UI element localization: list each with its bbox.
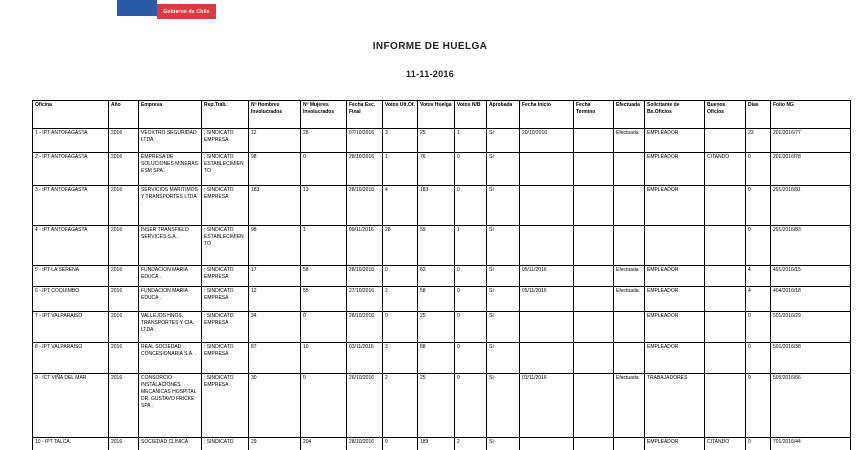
table-cell: 2 — [383, 287, 418, 312]
table-cell: SI — [487, 374, 520, 438]
strike-table — [32, 100, 851, 450]
table-cell: 28/10/2016 — [347, 186, 383, 226]
table-cell: 2016 — [109, 153, 139, 186]
table-row — [33, 186, 851, 226]
table-cell — [574, 226, 614, 266]
table-cell: SI — [487, 287, 520, 312]
table-cell — [614, 438, 645, 450]
table-cell: TRABAJADORES — [645, 374, 705, 438]
table-row — [33, 343, 851, 374]
table-cell: 34 — [249, 312, 301, 343]
table-cell: 4 - IPT ANTOFAGASTA — [33, 226, 109, 266]
table-cell: 25 — [418, 312, 455, 343]
table-cell: 0 — [746, 153, 771, 186]
table-cell: 3 — [383, 129, 418, 153]
table-cell: 0 — [455, 287, 487, 312]
table-cell — [614, 153, 645, 186]
table-cell: 9 — [746, 374, 771, 438]
table-cell: 28/10/2016 — [347, 266, 383, 287]
table-cell: 9 - ICT VIÑA DEL MAR — [33, 374, 109, 438]
column-header: Empresa — [139, 101, 202, 129]
table-cell: SERVICIOS MARITIMOS Y TRANSPORTES LTDA . — [139, 186, 202, 226]
table-cell: 0 — [301, 153, 347, 186]
table-cell: 05/11/2016 — [520, 287, 574, 312]
table-cell — [574, 266, 614, 287]
table-cell: 0 — [746, 226, 771, 266]
table-cell: FUNDACION MARIA EDUCA . — [139, 287, 202, 312]
table-cell: VALLEJOS HNOS. TRANSPORTES Y CIA. LTDA . — [139, 312, 202, 343]
table-row — [33, 129, 851, 153]
strike-table-body — [33, 129, 851, 450]
table-cell: 12 — [249, 287, 301, 312]
table-cell: 2016 — [109, 438, 139, 450]
table-cell: 0 — [455, 312, 487, 343]
table-cell: ; SINDICATO EMPRESA — [202, 312, 249, 343]
table-cell: EMPLEADOR — [645, 129, 705, 153]
table-row — [33, 374, 851, 438]
table-cell: CITANDO — [705, 438, 746, 450]
column-header: Nº Mujeres Involucrados — [301, 101, 347, 129]
table-cell: 98 — [249, 153, 301, 186]
table-cell: 5 - IPT LA SERENA — [33, 266, 109, 287]
table-cell: FUNDACION MARIA EDUCA . — [139, 266, 202, 287]
table-cell: 58 — [301, 266, 347, 287]
table-cell: EMPLEADOR — [645, 266, 705, 287]
column-header: Fecha Termino — [574, 101, 614, 129]
table-cell — [614, 343, 645, 374]
table-cell: 404/2016/18 — [771, 287, 851, 312]
table-cell: 2016 — [109, 266, 139, 287]
table-cell: 1 — [383, 153, 418, 186]
table-cell: 2016 — [109, 343, 139, 374]
table-cell: 0 — [301, 374, 347, 438]
page-title: INFORME DE HUELGA — [372, 41, 488, 52]
table-cell: 98 — [249, 226, 301, 266]
table-cell: EMPLEADOR — [645, 312, 705, 343]
table-cell: 88 — [418, 343, 455, 374]
table-cell: 0 — [455, 266, 487, 287]
table-cell: 7 - IPT VALPARAISO — [33, 312, 109, 343]
table-cell: 82 — [418, 266, 455, 287]
table-cell: 6 - IPT COQUIMBO — [33, 287, 109, 312]
table-cell: 401/2016/15 — [771, 266, 851, 287]
table-cell: 0 — [455, 186, 487, 226]
table-cell — [574, 153, 614, 186]
table-cell: 27/10/2016 — [347, 287, 383, 312]
table-cell: 2 — [383, 374, 418, 438]
table-cell — [574, 438, 614, 450]
table-cell: 2016 — [109, 186, 139, 226]
table-cell — [705, 287, 746, 312]
table-cell: Efectuada — [614, 266, 645, 287]
column-header: Folio NG — [771, 101, 851, 129]
table-cell: 204 — [301, 438, 347, 450]
table-cell: 183 — [249, 186, 301, 226]
table-cell: 0 — [746, 343, 771, 374]
table-cell: SI — [487, 438, 520, 450]
table-cell: ; SINDICATO EMPRESA — [202, 266, 249, 287]
table-cell: 3 - IPT ANTOFAGASTA — [33, 186, 109, 226]
table-cell: Efectuada — [614, 129, 645, 153]
table-cell: SI — [487, 129, 520, 153]
column-header: Votos Ult.Of. — [383, 101, 418, 129]
logo-text: Gobierno de Chile — [163, 8, 210, 15]
table-cell: ; SINDICATO — [202, 438, 249, 450]
table-cell — [705, 266, 746, 287]
column-header: Buenos Oficios — [705, 101, 746, 129]
table-cell — [574, 312, 614, 343]
table-cell: 8 - IPT VALPARAISO — [33, 343, 109, 374]
table-cell: EMPRESA DE SOLUCIONES MINERAS ESM SPA. — [139, 153, 202, 186]
table-cell — [520, 438, 574, 450]
table-cell: 9 — [383, 438, 418, 450]
column-header: Votos N/B — [455, 101, 487, 129]
strike-table-head — [33, 101, 851, 129]
table-cell: 0 — [746, 312, 771, 343]
table-cell: 201/2016/81 — [771, 186, 851, 226]
table-cell — [574, 374, 614, 438]
table-cell: 10 — [301, 343, 347, 374]
table-cell: 701/2016/44 — [771, 438, 851, 450]
table-cell: 0 — [455, 374, 487, 438]
table-cell: 28/10/2016 — [347, 312, 383, 343]
table-cell: ; SINDICATO ESTABLECIMIENTO — [202, 226, 249, 266]
table-cell — [574, 343, 614, 374]
table-cell: EMPLEADOR — [645, 153, 705, 186]
table-cell: ; SINDICATO EMPRESA — [202, 287, 249, 312]
table-cell — [520, 153, 574, 186]
table-cell: 4 — [383, 186, 418, 226]
column-header: Fecha Esc. Final — [347, 101, 383, 129]
table-cell: 501/2016/38 — [771, 343, 851, 374]
table-cell: 201/2016/78 — [771, 153, 851, 186]
table-cell: 28/10/2016 — [347, 438, 383, 450]
table-cell: 505/2016/66 — [771, 374, 851, 438]
table-cell: 201/2016/83 — [771, 226, 851, 266]
table-cell: 05/11/2016 — [520, 266, 574, 287]
table-cell: 10 - IPT TALCA — [33, 438, 109, 450]
table-cell: 0 — [455, 153, 487, 186]
table-cell: 1 — [455, 226, 487, 266]
table-cell: SI — [487, 343, 520, 374]
table-cell: 2016 — [109, 312, 139, 343]
table-cell: ; SINDICATO EMPRESA — [202, 343, 249, 374]
table-cell — [614, 226, 645, 266]
table-cell: 20/10/2016 — [520, 129, 574, 153]
table-cell — [705, 374, 746, 438]
table-row — [33, 312, 851, 343]
table-cell: 183 — [418, 186, 455, 226]
table-cell: SI — [487, 226, 520, 266]
table-cell — [614, 186, 645, 226]
table-cell: SI — [487, 266, 520, 287]
table-cell: 76 — [418, 153, 455, 186]
table-cell: 12 — [249, 129, 301, 153]
table-cell — [705, 129, 746, 153]
column-header: Nº Hombres Involucrados — [249, 101, 301, 129]
table-cell: ; SINDICATO EMPRESA — [202, 374, 249, 438]
table-cell: 25 — [418, 129, 455, 153]
logo-blue-block — [117, 0, 157, 16]
table-cell — [520, 343, 574, 374]
table-cell — [705, 226, 746, 266]
table-row — [33, 226, 851, 266]
table-cell: VEOXTRO SEGURIDAD LTDA. — [139, 129, 202, 153]
table-cell: 2016 — [109, 226, 139, 266]
table-row — [33, 287, 851, 312]
table-cell: 03/11/2016 — [520, 374, 574, 438]
table-cell: 03/11/2016 — [347, 343, 383, 374]
table-cell: 30 — [249, 374, 301, 438]
table-cell: EMPLEADOR — [645, 186, 705, 226]
table-cell: INSER TRANSFIELD SERVICES S.A. . — [139, 226, 202, 266]
table-cell: 29 — [249, 438, 301, 450]
table-cell — [520, 186, 574, 226]
table-cell: 1 — [301, 226, 347, 266]
table-cell: 1 — [455, 129, 487, 153]
column-header: Rep.Trab. — [202, 101, 249, 129]
table-cell: EMPLEADOR — [645, 343, 705, 374]
table-row — [33, 153, 851, 186]
table-cell: 0 — [455, 343, 487, 374]
table-cell: 189 — [418, 438, 455, 450]
table-cell: 0 — [383, 266, 418, 287]
table-cell: CONSORCIO INSTALACIONES MECANICAS HOSPITAL DR. GUSTAVO FRICKE SPA . — [139, 374, 202, 438]
column-header: Votos Huelga — [418, 101, 455, 129]
table-cell: SOCIEDAD CLINICA — [139, 438, 202, 450]
table-cell: 09/11/2016 — [347, 226, 383, 266]
table-cell: 28 — [301, 129, 347, 153]
table-cell: 4 — [746, 266, 771, 287]
table-cell: CITANDO — [705, 153, 746, 186]
table-cell: 28/10/2016 — [347, 153, 383, 186]
table-cell — [574, 287, 614, 312]
table-cell: 2016 — [109, 129, 139, 153]
table-cell: 501/2016/29 — [771, 312, 851, 343]
table-cell — [574, 186, 614, 226]
table-cell — [520, 312, 574, 343]
table-cell: 58 — [418, 287, 455, 312]
table-cell: Efectuada — [614, 287, 645, 312]
header-row — [33, 101, 851, 129]
table-row — [33, 438, 851, 450]
table-cell: 0 — [383, 312, 418, 343]
table-cell: SI — [487, 186, 520, 226]
table-cell: 26/10/2016 — [347, 374, 383, 438]
table-cell: 201/2016/77 — [771, 129, 851, 153]
table-cell: 3 — [383, 343, 418, 374]
column-header: Oficina — [33, 101, 109, 129]
table-cell: 2 - IPT ANTOFAGASTA — [33, 153, 109, 186]
table-cell: 0 — [301, 312, 347, 343]
table-cell: ; SINDICATO EMPRESA — [202, 186, 249, 226]
table-cell: 17 — [249, 266, 301, 287]
table-cell: ; SINDICATO EMPRESA — [202, 129, 249, 153]
table-cell — [705, 312, 746, 343]
table-cell: 55 — [301, 287, 347, 312]
table-cell: 23 — [746, 129, 771, 153]
table-cell: 1 - IPT ANTOFAGASTA — [33, 129, 109, 153]
logo-red-block — [157, 4, 216, 19]
column-header: Fecha Inicio — [520, 101, 574, 129]
table-cell: 4 — [746, 287, 771, 312]
column-header: Días — [746, 101, 771, 129]
table-cell — [705, 186, 746, 226]
table-cell: Efectuada — [614, 374, 645, 438]
table-cell — [574, 129, 614, 153]
report-date: 11-11-2016 — [405, 69, 455, 79]
table-cell: SI — [487, 153, 520, 186]
table-cell: EMPLEADOR — [645, 438, 705, 450]
column-header: Año — [109, 101, 139, 129]
table-cell: 59 — [418, 226, 455, 266]
table-cell: 87 — [249, 343, 301, 374]
column-header: Aprobada — [487, 101, 520, 129]
table-row — [33, 266, 851, 287]
column-header: Solicitante de Bs.Oficios — [645, 101, 705, 129]
table-cell — [645, 226, 705, 266]
table-cell: SI — [487, 312, 520, 343]
table-cell: 25 — [418, 374, 455, 438]
table-cell: 2016 — [109, 287, 139, 312]
table-cell: 07/10/2016 — [347, 129, 383, 153]
table-cell: REAL SOCIEDAD CONCESIONARIA S.A. . — [139, 343, 202, 374]
table-cell: 2016 — [109, 374, 139, 438]
table-cell: 13 — [301, 186, 347, 226]
column-header: Efectuada — [614, 101, 645, 129]
table-cell: EMPLEADOR — [645, 287, 705, 312]
table-cell: 28 — [383, 226, 418, 266]
table-cell — [520, 226, 574, 266]
table-cell: 0 — [746, 186, 771, 226]
table-cell: 2 — [455, 438, 487, 450]
table-cell: 0 — [746, 438, 771, 450]
table-cell: ; SINDICATO ESTABLECIMIENTO — [202, 153, 249, 186]
table-cell — [705, 343, 746, 374]
table-cell — [614, 312, 645, 343]
